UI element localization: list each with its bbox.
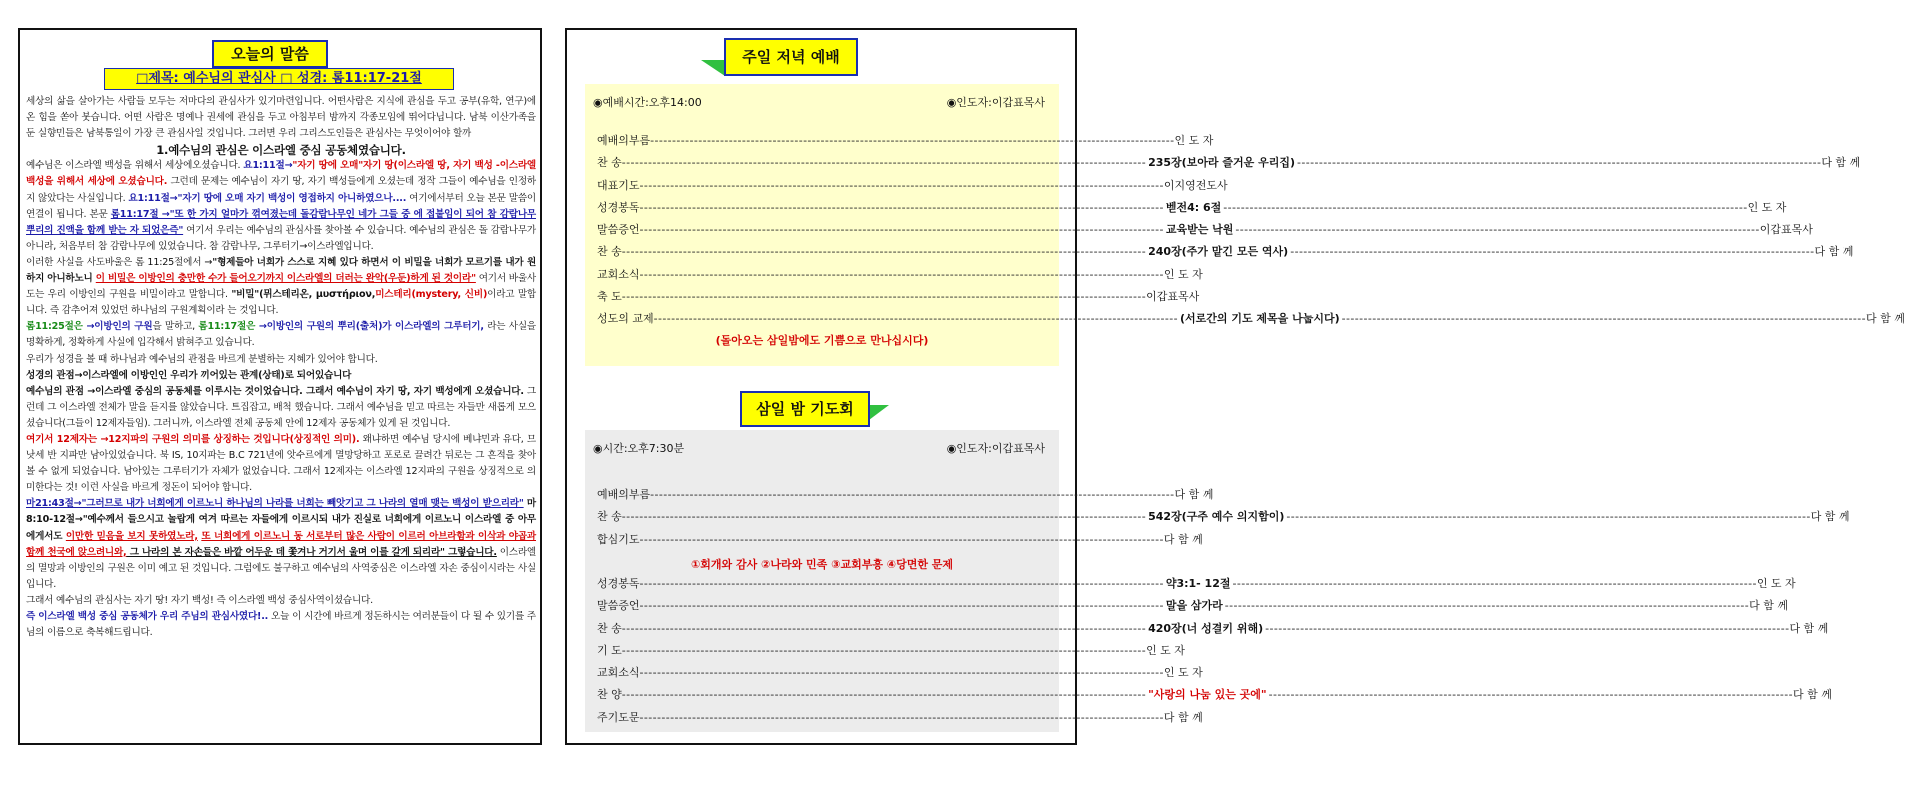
sermon-text: 롬11:17절은	[198, 321, 259, 333]
order-item-content: "사랑의 나눔 있는 곳에"	[1148, 688, 1267, 702]
order-item-label: 성도의 교제	[597, 312, 654, 326]
sermon-text: 예수님은 이스라엘 백성을 위해서 세상에오셨습니다.	[26, 160, 244, 172]
leader-dashes: ------------------------------------------------------------------------------------------------------------------------	[639, 223, 1164, 237]
sermon-text: 여기서 바울사도는 우리 이방인의 구원을 비밀이라고 말합니다.	[26, 273, 536, 301]
sermon-text: 마8:10-12절→"예수께서 들으시고 놀랍게 여겨 따르는 자들에게 이르시되 내가 진실로 너희에게 이르노니 이스라엘 중 아무에게서도	[26, 498, 536, 542]
sermon-text: 여기서 12제자는 →12지파의 구원의 의미를 상징하는 것입니다(상징적인 의미).	[26, 433, 360, 445]
wednesday-order-list-top	[597, 484, 1850, 551]
evening-service-meta	[593, 94, 1051, 110]
sermon-text: 이러한 사실을 사도바울은 롬 11:25절에서 →	[26, 256, 213, 268]
sermon-paragraph	[26, 432, 536, 496]
wednesday-service-order	[585, 430, 1850, 732]
leader-dashes: ------------------------------------------------------------------------------------------------------------------------	[639, 577, 1164, 590]
sermon-paragraph	[26, 255, 536, 319]
service-order-row	[597, 286, 1200, 308]
sermon-text: 이만한 믿음을 보지 못하였노라,	[65, 530, 198, 542]
order-item-content: 교육받는 낙원	[1165, 223, 1234, 237]
order-item-content: 542장(구주 예수 의지함이)	[1148, 510, 1285, 524]
sermon-text: →이방인의 구원의 뿌리(출처)가 이스라엘의 그루터기,	[258, 321, 484, 333]
sermon-paragraph	[26, 368, 536, 384]
sermon-text: 성경의 관점→이스라엘에 이방인인 우리가 끼어있는 관계(상태)로 되어있습니다	[26, 369, 352, 381]
sermon-paragraph	[26, 319, 536, 351]
sermon-text: 롬11:25절은	[26, 321, 87, 333]
sermon-text: 요1:11절→"자기 땅에 오매 자기 백성이 영접하지 아니하였으나....	[128, 192, 407, 204]
order-item-leader: 다 함 께	[1792, 688, 1832, 702]
order-item-label: 성경봉독	[597, 577, 640, 590]
service-order-row	[597, 506, 1850, 528]
title-flag-decoration	[701, 60, 725, 76]
service-order-row	[597, 573, 1796, 595]
order-item-leader: 이지영전도사	[1163, 178, 1228, 192]
leader-dashes: ------------------------------------------------------------------------------------------------------------------------	[639, 599, 1164, 613]
sermon-text: 마21:43절→"그러므로 내가 너희에게 이르노니 하나님의 나라를 너희는 빼앗기고 그 나라의 열매 맺는 백성이 받으리라"	[26, 498, 524, 510]
order-item-label: 기 도	[597, 643, 622, 657]
leader-dashes: ------------------------------------------------------------------------------------------------------------------------	[621, 510, 1147, 524]
service-leader: ◉인도자:이갑표목사	[946, 96, 1045, 109]
sermon-text: 여기서 우리는 예수님의 관심사를 찾아볼 수 있습니다. 예수님의 관심은 돌 감람나무가 아니라, 처음부터 참 감람나무에 있었습니다. 참 감람나무, 그루터기→이스라엘입니다.	[26, 224, 537, 252]
leader-dashes: ------------------------------------------------------------------------------------------------------------------------	[1297, 156, 1822, 170]
sermon-text: 또 너희에게 이르노니 동 서로부터 많은 사람이 이르러 아브라함과 이삭과 야곱과 함께 천국에 앉으려니와,	[26, 530, 536, 558]
wednesday-service-meta	[593, 440, 1051, 456]
order-item-content: 약3:1- 12절	[1165, 577, 1231, 590]
order-item-label: 말씀증언	[597, 223, 640, 237]
order-item-leader: 인 도 자	[1163, 267, 1203, 281]
leader-dashes: ------------------------------------------------------------------------------------------------------------------------	[639, 267, 1164, 281]
leader-dashes: ------------------------------------------------------------------------------------------------------------------------	[1341, 312, 1866, 326]
order-item-label: 찬 양	[597, 688, 622, 702]
order-item-label: 주기도문	[597, 710, 640, 724]
leader-dashes: ------------------------------------------------------------------------------------------------------------------------	[639, 666, 1164, 680]
order-item-content: 벧전4: 6절	[1165, 200, 1222, 214]
sermon-paragraph	[26, 384, 536, 432]
order-item-leader: 이갑표목사	[1146, 290, 1200, 304]
sermon-heading: 오늘의 말씀	[212, 40, 328, 68]
sermon-text: 즉 이스라엘 백성 중심 공동체가 우리 주님의 관심사였다!..	[26, 611, 269, 622]
service-order-row	[597, 640, 1185, 662]
sermon-text: 이스라엘의 멸망과 이방인의 구원은 이미 예고 된 것입니다. 그럼에도 불구하고 예수님의 사역중심은 이스라엘 자손 중심이시라는 사실입니다.	[26, 546, 537, 590]
order-item-leader: 인 도 자	[1756, 577, 1796, 590]
sermon-text: 그런데 문제는 예수님이 자기 땅, 자기 백성들에게 오셨는데 정작 그들이 예수님을 인정하지 않았다는 사실입니다.	[26, 176, 536, 204]
leader-dashes: ------------------------------------------------------------------------------------------------------------------------	[639, 710, 1164, 724]
sermon-text: 우리가 성경을 볼 때 하나님과 예수님의 관점을 바르게 분별하는 지혜가 있어야 합니다.	[26, 353, 378, 365]
order-item-label: 합심기도	[597, 532, 640, 546]
service-order-row	[597, 175, 1228, 197]
order-item-leader: 다 함 께	[1814, 245, 1854, 259]
sermon-text: 이라고 말합니다. 즉 감추어져 있었던 하나님의 구원계획이라 는 것입니다.	[26, 289, 536, 317]
wednesday-order-list-bottom	[597, 573, 1832, 729]
leader-dashes: ------------------------------------------------------------------------------------------------------------------------	[1235, 223, 1760, 237]
sermon-paragraph	[26, 158, 536, 255]
leader-dashes: ------------------------------------------------------------------------------------------------------------------------	[1290, 245, 1815, 259]
service-order-row	[597, 684, 1832, 706]
leader-dashes: ------------------------------------------------------------------------------------------------------------------------	[1286, 510, 1811, 524]
evening-note: (돌아오는 삼일밤에도 기쁨으로 만나십시다)	[715, 334, 929, 347]
sermon-text: 오늘 이 시간에 바르게 정돈하시는 여러분들이 다 될 수 있기를 주님의 이름으로 축복해드립니다.	[26, 611, 536, 639]
leader-dashes: ------------------------------------------------------------------------------------------------------------------------	[639, 200, 1164, 214]
sermon-text: 그래서 예수님의 관심사는 자기 땅! 자기 백성! 즉 이스라엘 백성 중심사역이셨습니다.	[26, 594, 373, 606]
order-item-label: 찬 송	[597, 621, 622, 635]
sermon-text: 예수님의 관점 →이스라엘 중심의 공동체를 이루시는 것이었습니다. 그래서 예수님이 자기 땅, 자기 백성에게 오셨습니다.	[26, 385, 524, 397]
sermon-text: 여기에서부터 오늘 본문 말씀이 연결이 됩니다. 본문	[26, 192, 536, 220]
sermon-paragraph	[26, 142, 536, 158]
worship-panel	[565, 28, 1905, 745]
order-item-leader: 다 함 께	[1789, 621, 1829, 635]
sermon-paragraph	[26, 593, 536, 609]
service-order-row	[597, 219, 1813, 241]
service-order-row	[597, 308, 1905, 330]
sermon-text: "비밀"(뮈스테리온, μυστήριον,	[231, 289, 376, 301]
leader-dashes: ------------------------------------------------------------------------------------------------------------------------	[621, 245, 1147, 259]
sermon-text: 세상의 삶을 살아가는 사람들 모두는 저마다의 관심사가 있기마련입니다. 어떤사람은 지식에 관심을 두고 공부(유학, 연구)에 온 힘을 쏟아 붓습니다. 어떤 사람은 명예나 권세에 관심을 두고 아침부터 밤까지 각종모임에 뛰어다닙니다. 남북 이산가족을 둔 실향민들은 남북통일이 가장 큰 관심사일 것입니다. 그러면 우리 그리스도인들은 관심사는 무엇이어야 할까	[26, 96, 536, 140]
sermon-panel	[18, 28, 542, 745]
sermon-text: 미스테리(mystery, 신비)	[375, 289, 488, 301]
service-time: ◉시간:오후7:30분	[593, 442, 685, 455]
order-item-label: 찬 송	[597, 156, 622, 170]
leader-dashes: ------------------------------------------------------------------------------------------------------------------------	[650, 488, 1175, 501]
service-time: ◉예배시간:오후14:00	[593, 96, 702, 109]
order-item-leader: 다 함 께	[1174, 488, 1214, 501]
order-item-leader: 인 도 자	[1174, 134, 1214, 147]
sermon-text: 라는 사실을 명확하게, 정확하게 사실에 입각해서 밝혀주고 있습니다.	[26, 321, 536, 349]
sermon-paragraph	[26, 352, 536, 368]
sermon-paragraph	[26, 496, 536, 593]
order-item-leader: 다 함 께	[1163, 710, 1203, 724]
sermon-text: "자기 땅에 오매"자기 땅(이스라엘 땅, 자기 백성 -이스라엘 백성을 위해서 세상에 오셨습니다.	[26, 160, 536, 188]
leader-dashes: ------------------------------------------------------------------------------------------------------------------------	[1224, 599, 1750, 613]
sermon-text: →이방인의 구원	[86, 321, 153, 333]
order-item-label: 말씀증언	[597, 599, 640, 613]
service-order-row	[597, 264, 1203, 286]
order-item-leader: 다 함 께	[1749, 599, 1788, 613]
order-item-content: 말을 삼가라	[1165, 599, 1223, 613]
order-item-content: 240장(주가 맡긴 모든 역사)	[1148, 245, 1289, 259]
order-item-leader: 인 도 자	[1146, 643, 1185, 657]
service-leader: ◉인도자:이갑표목사	[946, 442, 1045, 455]
order-item-leader: 인 도 자	[1163, 666, 1203, 680]
evening-order-list	[597, 130, 1905, 331]
evening-service-order	[585, 84, 1905, 366]
sermon-text: 롬11:17절 →"또 한 가지 얼마가 꺾여졌는데 돌감람나무인 네가 그들 중 에 접붙임이 되어 참 감람나무 뿌리의 진액을 함께 받는 자 되었은즉"	[26, 208, 536, 236]
order-item-label: 교회소식	[597, 267, 640, 281]
sermon-text: 1.예수님의 관심은 이스라엘 중심 공동체였습니다.	[156, 143, 406, 158]
sermon-text: 이 비밀은 이방인의 충만한 수가 들어오기까지 이스라엘의 더러는 완악(우둔)하게 된 것이라"	[95, 273, 476, 285]
service-order-row	[597, 707, 1203, 729]
evening-service-heading: 주일 저녁 예배	[724, 38, 858, 76]
service-order-row	[597, 241, 1854, 263]
order-item-leader: 다 함 께	[1163, 532, 1203, 546]
prayer-topics: ①회개와 감사 ②나라와 민족 ③교회부흥 ④당면한 문제	[690, 558, 954, 571]
order-item-label: 대표기도	[597, 178, 640, 192]
leader-dashes: ------------------------------------------------------------------------------------------------------------------------	[639, 178, 1164, 192]
order-item-leader: 다 함 께	[1865, 312, 1905, 326]
leader-dashes: ------------------------------------------------------------------------------------------------------------------------	[1265, 621, 1790, 635]
order-item-label: 예배의부름	[597, 134, 651, 147]
leader-dashes: ------------------------------------------------------------------------------------------------------------------------	[1232, 577, 1757, 590]
service-order-row	[597, 484, 1214, 506]
sermon-text: 그런데 그 이스라엘 전체가 말을 듣지를 않았습니다. 트집잡고, 배척 했습니다. 그래서 예수님을 믿고 따르는 자들만 새롭게 모으셨습니다(그들이 12제자들임). 그러니까, 이스라엘 전체 공동체 안에 12제자 공동체가 있게 된 것입니다.	[26, 385, 537, 429]
leader-dashes: ------------------------------------------------------------------------------------------------------------------------	[1223, 200, 1748, 214]
sermon-body	[26, 94, 536, 641]
order-item-leader: 이갑표목사	[1759, 223, 1813, 237]
leader-dashes: ------------------------------------------------------------------------------------------------------------------------	[650, 134, 1175, 147]
order-item-label: 성경봉독	[597, 200, 640, 214]
sermon-paragraph	[26, 609, 536, 641]
order-item-label: 축 도	[597, 290, 622, 304]
sermon-text: 요1:11절→	[243, 160, 293, 172]
sermon-paragraph	[26, 94, 536, 142]
leader-dashes: ------------------------------------------------------------------------------------------------------------------------	[621, 290, 1147, 304]
leader-dashes: ------------------------------------------------------------------------------------------------------------------------	[653, 312, 1178, 326]
order-item-leader: 인 도 자	[1747, 200, 1787, 214]
service-order-row	[597, 529, 1203, 551]
leader-dashes: ------------------------------------------------------------------------------------------------------------------------	[621, 621, 1147, 635]
order-item-label: 찬 송	[597, 245, 622, 259]
service-order-row	[597, 618, 1829, 640]
sermon-text: "형제들아 너희가 스스로 지혜 있다 하면서 이 비밀을 너희가 모르기를 내가 원하지 아니하노니	[26, 256, 537, 285]
service-order-row	[597, 662, 1203, 684]
sermon-text: 왜냐하면 예수님 당시에 베냐민과 유다, 므낫세 반 지파만 남아있었습니다. 북 IS, 10지파는 B.C 721년에 앗수르에게 멸망당하고 포로로 끌려간 뒤로는 그 흔적을 찾아볼 수 없게 되었습니다. 남아있는 그루터기가 자체가 없었습니다. 그래서 12제자는 이스라엘 12지파의 구원을 상징적으로 의미한다는 것! 이런 사실을 바르게 정돈이 되어야 합니다.	[26, 433, 536, 494]
service-order-row	[597, 197, 1787, 219]
order-item-leader: 다 함 께	[1810, 510, 1850, 524]
sermon-text: 을 말하고,	[152, 321, 199, 333]
order-item-label: 예배의부름	[597, 488, 651, 501]
leader-dashes: ------------------------------------------------------------------------------------------------------------------------	[639, 532, 1164, 546]
order-item-content: 235장(보아라 즐거운 우리집)	[1148, 156, 1295, 170]
leader-dashes: ------------------------------------------------------------------------------------------------------------------------	[621, 156, 1147, 170]
service-order-row	[597, 595, 1788, 617]
wednesday-service-heading: 삼일 밤 기도회	[740, 391, 870, 427]
order-item-leader: 다 함 께	[1821, 156, 1861, 170]
service-order-row	[597, 130, 1214, 152]
order-item-label: 교회소식	[597, 666, 640, 680]
service-order-row	[597, 152, 1861, 174]
order-item-content: 420장(너 성결키 위해)	[1148, 621, 1264, 635]
leader-dashes: ------------------------------------------------------------------------------------------------------------------------	[1268, 688, 1793, 702]
leader-dashes: ------------------------------------------------------------------------------------------------------------------------	[621, 643, 1147, 657]
sermon-text: 그 나라의 본 자손들은 바깥 어두운 데 쫓겨나 거기서 울며 이를 갈게 되리라" 그렇습니다.	[126, 546, 497, 558]
sermon-subject: □제목: 예수님의 관심사 □ 성경: 롬11:17-21절	[104, 68, 454, 90]
leader-dashes: ------------------------------------------------------------------------------------------------------------------------	[621, 688, 1147, 702]
order-item-label: 찬 송	[597, 510, 622, 524]
order-item-content: (서로간의 기도 제목을 나눕시다)	[1179, 312, 1340, 326]
